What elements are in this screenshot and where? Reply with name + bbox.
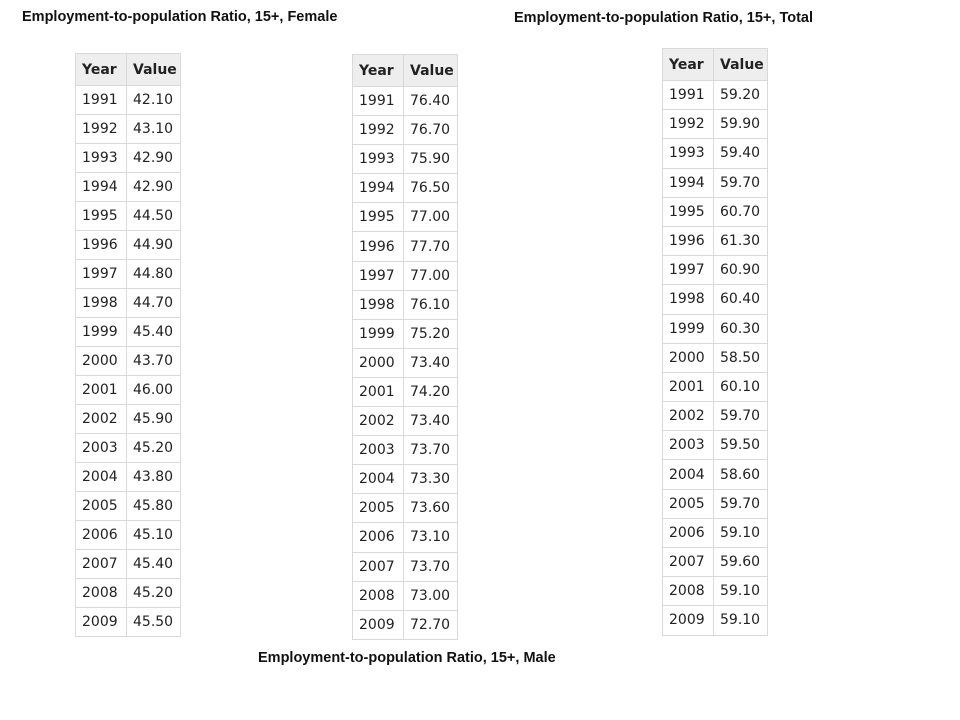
table-row (353, 552, 458, 581)
year-cell: 1992 (76, 115, 127, 144)
year-cell: 2007 (353, 552, 404, 581)
value-cell: 44.80 (127, 260, 181, 289)
value-cell: 75.90 (404, 145, 458, 174)
value-column-header: Value (127, 54, 181, 86)
table-row (76, 115, 181, 144)
value-cell: 59.40 (714, 139, 768, 168)
year-cell: 1993 (663, 139, 714, 168)
total-ratio-table (662, 48, 768, 636)
value-cell: 61.30 (714, 226, 768, 255)
value-column-header: Value (404, 55, 458, 87)
year-cell: 1994 (76, 173, 127, 202)
value-cell: 45.50 (127, 608, 181, 637)
year-cell: 1993 (76, 144, 127, 173)
year-cell: 2003 (663, 431, 714, 460)
female-ratio-table (75, 53, 181, 637)
value-cell: 76.50 (404, 174, 458, 203)
table-row (663, 372, 768, 401)
value-cell: 58.60 (714, 460, 768, 489)
value-cell: 73.40 (404, 348, 458, 377)
value-cell: 60.70 (714, 197, 768, 226)
table-row (663, 343, 768, 372)
table-row (663, 110, 768, 139)
year-cell: 2008 (663, 577, 714, 606)
year-cell: 2005 (76, 492, 127, 521)
table-row (353, 319, 458, 348)
value-cell: 73.30 (404, 465, 458, 494)
table-row (353, 523, 458, 552)
table-row (353, 407, 458, 436)
value-cell: 73.70 (404, 552, 458, 581)
year-cell: 2000 (353, 348, 404, 377)
value-cell: 76.10 (404, 290, 458, 319)
year-cell: 2002 (663, 402, 714, 431)
year-cell: 2004 (663, 460, 714, 489)
year-cell: 2001 (663, 372, 714, 401)
year-cell: 1998 (663, 285, 714, 314)
male-ratio-table (352, 54, 458, 640)
value-cell: 73.00 (404, 581, 458, 610)
year-column-header: Year (353, 55, 404, 87)
year-cell: 1995 (663, 197, 714, 226)
value-cell: 76.70 (404, 116, 458, 145)
table-row (663, 577, 768, 606)
table-row (76, 463, 181, 492)
year-cell: 1995 (353, 203, 404, 232)
year-cell: 1994 (353, 174, 404, 203)
year-cell: 1998 (76, 289, 127, 318)
table-row (76, 289, 181, 318)
female-table-caption: Employment-to-population Ratio, 15+, Female (22, 9, 338, 25)
table-row (353, 436, 458, 465)
table-row (76, 86, 181, 115)
year-cell: 1992 (663, 110, 714, 139)
value-cell: 60.40 (714, 285, 768, 314)
year-cell: 1994 (663, 168, 714, 197)
year-cell: 1997 (353, 261, 404, 290)
value-cell: 59.10 (714, 518, 768, 547)
table-row (353, 116, 458, 145)
year-cell: 1991 (663, 81, 714, 110)
value-cell: 73.60 (404, 494, 458, 523)
table-row (76, 434, 181, 463)
year-cell: 1996 (353, 232, 404, 261)
table-row (663, 168, 768, 197)
year-cell: 2007 (76, 550, 127, 579)
table-row (663, 518, 768, 547)
table-row (76, 608, 181, 637)
table-row (663, 81, 768, 110)
table-row (663, 139, 768, 168)
year-cell: 1999 (663, 314, 714, 343)
year-cell: 2009 (76, 608, 127, 637)
value-cell: 45.20 (127, 579, 181, 608)
year-cell: 2008 (353, 581, 404, 610)
table-row (663, 197, 768, 226)
male-table-caption: Employment-to-population Ratio, 15+, Male (258, 650, 556, 666)
year-cell: 1996 (76, 231, 127, 260)
table-row (76, 318, 181, 347)
year-cell: 1999 (76, 318, 127, 347)
value-cell: 45.40 (127, 550, 181, 579)
value-cell: 59.70 (714, 168, 768, 197)
value-cell: 59.60 (714, 548, 768, 577)
table-row (353, 232, 458, 261)
value-cell: 74.20 (404, 377, 458, 406)
table-row (76, 202, 181, 231)
value-cell: 45.80 (127, 492, 181, 521)
table-row (76, 405, 181, 434)
year-cell: 2003 (76, 434, 127, 463)
year-column-header: Year (663, 49, 714, 81)
table-row (353, 581, 458, 610)
year-cell: 2005 (353, 494, 404, 523)
table-row (353, 261, 458, 290)
table-row (76, 376, 181, 405)
year-cell: 2003 (353, 436, 404, 465)
table-row (353, 377, 458, 406)
table-row (663, 226, 768, 255)
value-cell: 44.70 (127, 289, 181, 318)
year-cell: 2009 (663, 606, 714, 635)
value-cell: 43.10 (127, 115, 181, 144)
value-cell: 45.40 (127, 318, 181, 347)
table-row (353, 145, 458, 174)
year-column-header: Year (76, 54, 127, 86)
year-cell: 2000 (76, 347, 127, 376)
value-cell: 73.10 (404, 523, 458, 552)
value-cell: 58.50 (714, 343, 768, 372)
table-row (76, 173, 181, 202)
table-row (663, 548, 768, 577)
year-cell: 1997 (663, 256, 714, 285)
value-cell: 59.70 (714, 402, 768, 431)
value-cell: 44.50 (127, 202, 181, 231)
value-cell: 77.00 (404, 203, 458, 232)
value-cell: 76.40 (404, 87, 458, 116)
table-row (76, 521, 181, 550)
table-row (353, 348, 458, 377)
value-cell: 42.90 (127, 144, 181, 173)
table-row (663, 285, 768, 314)
table-row (76, 231, 181, 260)
table-row (353, 290, 458, 319)
year-cell: 2004 (353, 465, 404, 494)
year-cell: 2009 (353, 610, 404, 639)
value-cell: 59.10 (714, 606, 768, 635)
value-cell: 75.20 (404, 319, 458, 348)
year-cell: 1991 (353, 87, 404, 116)
value-cell: 45.10 (127, 521, 181, 550)
value-cell: 77.00 (404, 261, 458, 290)
year-cell: 1995 (76, 202, 127, 231)
value-cell: 43.80 (127, 463, 181, 492)
table-row (663, 256, 768, 285)
table-row (76, 260, 181, 289)
table-row (663, 489, 768, 518)
year-cell: 2006 (663, 518, 714, 547)
value-cell: 73.40 (404, 407, 458, 436)
table-row (663, 402, 768, 431)
table-header-row (353, 55, 458, 87)
value-cell: 42.10 (127, 86, 181, 115)
value-cell: 60.90 (714, 256, 768, 285)
year-cell: 2004 (76, 463, 127, 492)
value-cell: 59.90 (714, 110, 768, 139)
year-cell: 2001 (353, 377, 404, 406)
table-row (663, 314, 768, 343)
value-cell: 59.50 (714, 431, 768, 460)
total-table-caption: Employment-to-population Ratio, 15+, Total (514, 10, 813, 26)
value-cell: 59.70 (714, 489, 768, 518)
year-cell: 2002 (76, 405, 127, 434)
year-cell: 1993 (353, 145, 404, 174)
value-cell: 60.10 (714, 372, 768, 401)
table-row (663, 460, 768, 489)
table-row (76, 492, 181, 521)
table-header-row (76, 54, 181, 86)
table-row (353, 465, 458, 494)
year-cell: 2008 (76, 579, 127, 608)
value-cell: 42.90 (127, 173, 181, 202)
year-cell: 2007 (663, 548, 714, 577)
value-cell: 46.00 (127, 376, 181, 405)
value-cell: 59.10 (714, 577, 768, 606)
table-row (663, 606, 768, 635)
table-row (353, 203, 458, 232)
table-row (76, 550, 181, 579)
value-cell: 77.70 (404, 232, 458, 261)
year-cell: 2005 (663, 489, 714, 518)
table-header-row (663, 49, 768, 81)
year-cell: 1992 (353, 116, 404, 145)
year-cell: 2000 (663, 343, 714, 372)
value-cell: 72.70 (404, 610, 458, 639)
value-column-header: Value (714, 49, 768, 81)
table-row (663, 431, 768, 460)
table-row (76, 144, 181, 173)
value-cell: 73.70 (404, 436, 458, 465)
table-row (353, 87, 458, 116)
year-cell: 2006 (76, 521, 127, 550)
table-row (353, 610, 458, 639)
value-cell: 60.30 (714, 314, 768, 343)
table-row (353, 494, 458, 523)
value-cell: 45.90 (127, 405, 181, 434)
year-cell: 1991 (76, 86, 127, 115)
value-cell: 44.90 (127, 231, 181, 260)
table-row (353, 174, 458, 203)
table-row (76, 347, 181, 376)
year-cell: 1999 (353, 319, 404, 348)
value-cell: 59.20 (714, 81, 768, 110)
value-cell: 43.70 (127, 347, 181, 376)
year-cell: 1997 (76, 260, 127, 289)
year-cell: 2001 (76, 376, 127, 405)
year-cell: 1996 (663, 226, 714, 255)
table-row (76, 579, 181, 608)
value-cell: 45.20 (127, 434, 181, 463)
year-cell: 2002 (353, 407, 404, 436)
year-cell: 2006 (353, 523, 404, 552)
year-cell: 1998 (353, 290, 404, 319)
